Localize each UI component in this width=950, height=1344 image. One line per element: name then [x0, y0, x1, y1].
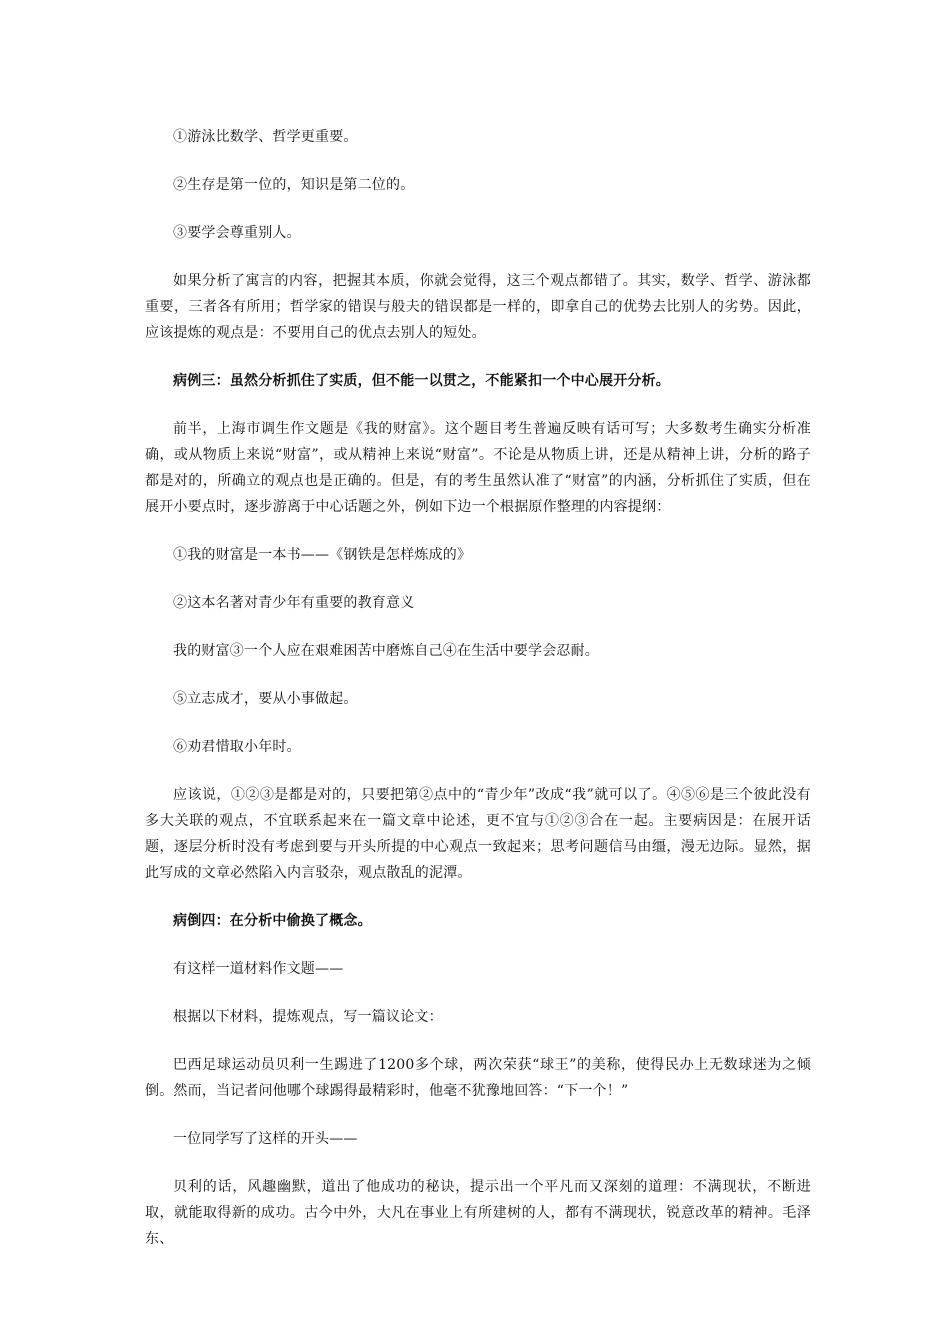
section-heading: 病倒四：在分析中偷换了概念。 [173, 913, 372, 929]
body-paragraph: 有这样一道材料作文题—— [173, 961, 344, 977]
body-paragraph: 应该说，①②③是都是对的，只要把第②点中的“青少年”改成“我”就可以了。④⑤⑥是三个彼此没有多大关联的观点，不宜联系起来在一篇文章中论述，更不宜与①②③合在一起。主要病因是：在展开话题，逐层分析时没有考虑到要与开头所提的中心观点一致起来；思考问题信马由缰，漫无边际。显然，据此写成的文章必然陷入内言驳杂，观点散乱的泥潭。 [145, 787, 811, 881]
list-item: ⑤立志成才，要从小事做起。 [173, 691, 358, 707]
body-paragraph: 贝利的话，风趣幽默，道出了他成功的秘诀，提示出一个平凡而又深刻的道理：不满现状，不断进取，就能取得新的成功。古今中外，大凡在事业上有所建树的人，都有不满现状，锐意改革的精神。毛泽东、 [145, 1179, 811, 1247]
list-item: ②生存是第一位的，知识是第二位的。 [173, 177, 415, 193]
list-item: ①我的财富是一本书——《钢铁是怎样炼成的》 [173, 547, 472, 563]
list-item: ②这本名著对青少年有重要的教育意义 [173, 595, 415, 611]
body-paragraph: 巴西足球运动员贝利一生踢进了1200多个球，两次荣获“球王”的美称，使得民办上无数球迷为之倾倒。然而，当记者问他哪个球踢得最精彩时，他毫不犹豫地回答：“下一个！” [145, 1057, 811, 1099]
body-paragraph: 一位同学写了这样的开头—— [173, 1131, 358, 1147]
body-paragraph: 根据以下材料，提炼观点，写一篇议论文： [173, 1009, 443, 1025]
list-item: ⑥劝君惜取小年时。 [173, 739, 301, 755]
list-item: ①游泳比数学、哲学更重要。 [173, 129, 358, 145]
list-item: ③要学会尊重别人。 [173, 225, 301, 241]
list-item: 我的财富③一个人应在艰难困苦中磨炼自己④在生活中要学会忍耐。 [173, 643, 599, 659]
body-paragraph: 前半，上海市调生作文题是《我的财富》。这个题目考生普遍反映有话可写；大多数考生确实分析准确，或从物质上来说“财富”，或从精神上来说“财富”。不论是从物质上讲，还是从精神上讲，分析的路子都是对的，所确立的观点也是正确的。但是，有的考生虽然认准了“财富”的内涵，分析抓住了实质，但在展开小要点时，逐步游离于中心话题之外，例如下边一个根据原作整理的内容提纲： [145, 421, 811, 515]
body-paragraph: 如果分析了寓言的内容，把握其本质，你就会觉得，这三个观点都错了。其实，数学、哲学、游泳都重要，三者各有所用；哲学家的错误与般夫的错误都是一样的，即拿自己的优势去比别人的劣势。因此，应该提炼的观点是：不要用自己的优点去别人的短处。 [145, 273, 811, 341]
section-heading: 病例三：虽然分析抓住了实质，但不能一以贯之，不能紧扣一个中心展开分析。 [173, 373, 670, 389]
document-page [145, 124, 811, 1252]
